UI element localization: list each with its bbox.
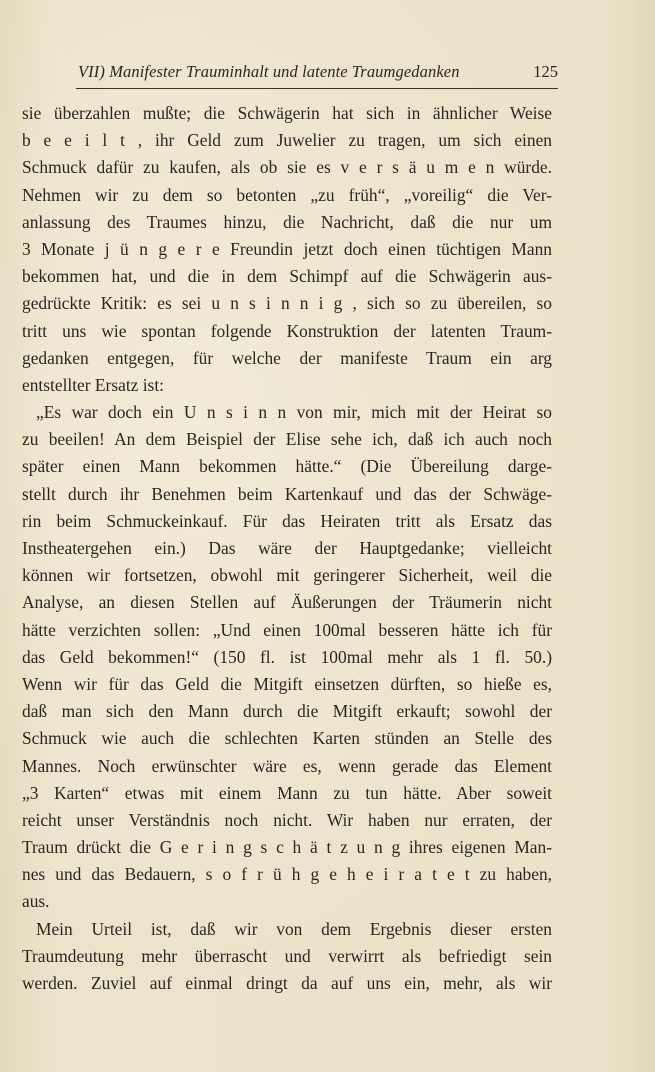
text-line: das Geld bekommen!“ (150 fl. ist 100mal mehr als 1 fl. 50.): [22, 646, 552, 667]
text-line: Wenn wir für das Geld die Mitgift einsetzen dürften, so hieße es,: [22, 673, 552, 694]
text-line: Nehmen wir zu dem so betonten „zu früh“, „voreilig“ die Ver-: [22, 184, 552, 205]
text-line: b e e i l t , ihr Geld zum Juwelier zu tragen, um sich einen: [22, 130, 552, 151]
text-line: später einen Mann bekommen hätte.“ (Die Übereilung darge-: [22, 456, 552, 477]
text-line: können wir fortsetzen, obwohl mit geringerer Sicherheit, weil die: [22, 565, 552, 586]
text-line: Traum drückt die G e r i n g s c h ä t z u n g ihres eigenen Man-: [22, 837, 552, 858]
text-line: Schmuck wie auch die schlechten Karten stünden an Stelle des: [22, 728, 552, 749]
header-rule: [76, 88, 558, 89]
text-line: gedanken entgegen, für welche der manifeste Traum ein arg: [22, 347, 552, 368]
text-line: daß man sich den Mann durch die Mitgift erkauft; sowohl der: [22, 701, 552, 722]
text-line: tritt uns wie spontan folgende Konstruktion der latenten Traum-: [22, 320, 552, 341]
text-line: gedrückte Kritik: es sei u n s i n n i g , sich so zu übereilen, so: [22, 293, 552, 314]
page-number: 125: [533, 62, 558, 81]
text-line: entstellter Ersatz ist:: [22, 374, 164, 395]
text-line: hätte verzichten sollen: „Und einen 100mal besseren hätte ich für: [22, 619, 552, 640]
text-line: anlassung des Traumes hinzu, die Nachricht, daß die nur um: [22, 211, 552, 232]
text-line: Traumdeutung mehr überrascht und verwirrt als befriedigt sein: [22, 945, 552, 966]
text-line: stellt durch ihr Benehmen beim Kartenkauf und das der Schwäge-: [22, 483, 552, 504]
text-line: zu beeilen! An dem Beispiel der Elise sehe ich, daß ich auch noch: [22, 429, 552, 450]
text-line: reicht unser Verständnis noch nicht. Wir haben nur erraten, der: [22, 809, 552, 830]
text-line: werden. Zuviel auf einmal dringt da auf uns ein, mehr, als wir: [22, 973, 552, 993]
text-line: aus.: [22, 891, 50, 912]
text-line: Mannes. Noch erwünschter wäre es, wenn gerade das Element: [22, 755, 552, 776]
text-line: bekommen hat, und die in dem Schimpf auf die Schwägerin aus-: [22, 266, 552, 287]
text-line: Instheatergehen ein.) Das wäre der Hauptgedanke; vielleicht: [22, 538, 552, 558]
text-line: „Es war doch ein U n s i n n von mir, mich mit der Heirat so: [36, 402, 552, 423]
text-line: Schmuck dafür zu kaufen, als ob sie es v e r s ä u m e n würde.: [22, 157, 552, 178]
text-line: „3 Karten“ etwas mit einem Mann zu tun hätte. Aber soweit: [22, 782, 552, 803]
body-text: [22, 100, 552, 997]
text-line: rin beim Schmuckeinkauf. Für das Heiraten tritt als Ersatz das: [22, 510, 552, 531]
chapter-title: VII) Manifester Trauminhalt und latente Traumgedanken: [78, 62, 460, 81]
text-line: sie überzahlen mußte; die Schwägerin hat sich in ähnlicher Weise: [22, 103, 552, 123]
running-header: [78, 60, 558, 88]
text-line: Analyse, an diesen Stellen auf Äußerungen der Träumerin nicht: [22, 592, 552, 613]
text-line: Mein Urteil ist, daß wir von dem Ergebnis dieser ersten: [36, 918, 552, 939]
text-line: nes und das Bedauern, s o f r ü h g e h e i r a t e t zu haben,: [22, 864, 552, 885]
text-line: 3 Monate j ü n g e r e Freundin jetzt doch einen tüchtigen Mann: [22, 238, 552, 259]
